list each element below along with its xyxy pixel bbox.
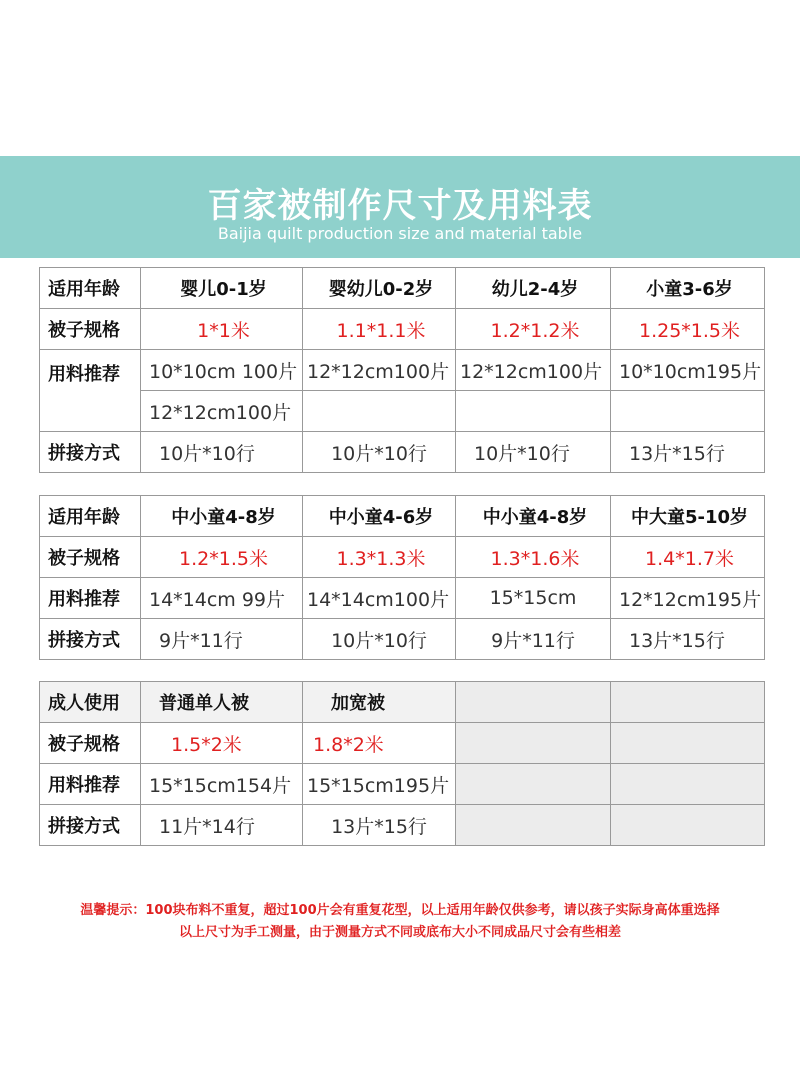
join-cell: 9片*11行 (141, 619, 303, 660)
table-row-age (40, 682, 765, 723)
material-cell: 12*12cm100片 (141, 391, 303, 432)
header-banner (0, 156, 800, 258)
table-row-join (40, 619, 765, 660)
join-cell: 13片*15行 (303, 805, 456, 846)
material-cell: 14*14cm100片 (303, 578, 456, 619)
material-cell: 15*15cm154片 (141, 764, 303, 805)
material-cell: 12*12cm100片 (456, 350, 611, 391)
join-cell: 10片*10行 (303, 432, 456, 473)
size-cell: 1.3*1.6米 (456, 537, 611, 578)
table-row-material-extra (40, 391, 765, 432)
table-row-size (40, 723, 765, 764)
table-row-join (40, 432, 765, 473)
tips-line-1: 温馨提示：100块布料不重复，超过100片会有重复花型，以上适用年龄仅供参考，请以孩子实际身高体重选择 (80, 903, 720, 918)
size-cell: 1.25*1.5米 (611, 309, 765, 350)
empty-cell (611, 723, 765, 764)
size-table-children (39, 267, 765, 473)
age-cell: 普通单人被 (141, 682, 303, 723)
material-cell: 15*15cm (456, 578, 611, 619)
join-cell: 13片*15行 (611, 619, 765, 660)
table-row-material (40, 578, 765, 619)
row-label-join: 拼接方式 (40, 432, 141, 473)
size-cell: 1.8*2米 (303, 723, 456, 764)
size-cell: 1.4*1.7米 (611, 537, 765, 578)
empty-cell (611, 805, 765, 846)
table-row-size (40, 537, 765, 578)
row-label-adult: 成人使用 (40, 682, 141, 723)
row-label-join: 拼接方式 (40, 619, 141, 660)
age-cell: 婴幼儿0-2岁 (303, 268, 456, 309)
material-cell: 15*15cm195片 (303, 764, 456, 805)
row-label-material: 用料推荐 (40, 578, 141, 619)
join-cell: 9片*11行 (456, 619, 611, 660)
age-cell: 中小童4-8岁 (141, 496, 303, 537)
age-cell: 中大童5-10岁 (611, 496, 765, 537)
size-cell: 1*1米 (141, 309, 303, 350)
row-label-age: 适用年龄 (40, 268, 141, 309)
material-cell (303, 391, 456, 432)
row-label-material: 用料推荐 (40, 350, 141, 432)
table-row-join (40, 805, 765, 846)
material-cell: 14*14cm 99片 (141, 578, 303, 619)
age-cell: 婴儿0-1岁 (141, 268, 303, 309)
age-cell: 中小童4-8岁 (456, 496, 611, 537)
page-title: 百家被制作尺寸及用料表 (207, 186, 593, 226)
empty-cell (456, 682, 611, 723)
join-cell: 10片*10行 (141, 432, 303, 473)
empty-cell (456, 723, 611, 764)
age-cell: 幼儿2-4岁 (456, 268, 611, 309)
empty-cell (456, 764, 611, 805)
table-row-age (40, 496, 765, 537)
table-row-size (40, 309, 765, 350)
size-cell: 1.3*1.3米 (303, 537, 456, 578)
material-cell: 10*10cm195片 (611, 350, 765, 391)
empty-cell (456, 805, 611, 846)
row-label-age: 适用年龄 (40, 496, 141, 537)
table-row-material (40, 350, 765, 391)
table-row-material (40, 764, 765, 805)
material-cell (611, 391, 765, 432)
size-table-older-children (39, 495, 765, 660)
age-cell: 中小童4-6岁 (303, 496, 456, 537)
tips-line-2: 以上尺寸为手工测量，由于测量方式不同或底布大小不同成品尺寸会有些相差 (178, 925, 621, 940)
join-cell: 13片*15行 (611, 432, 765, 473)
join-cell: 10片*10行 (456, 432, 611, 473)
material-cell: 10*10cm 100片 (141, 350, 303, 391)
size-cell: 1.5*2米 (141, 723, 303, 764)
join-cell: 11片*14行 (141, 805, 303, 846)
join-cell: 10片*10行 (303, 619, 456, 660)
material-cell: 12*12cm100片 (303, 350, 456, 391)
size-cell: 1.2*1.2米 (456, 309, 611, 350)
age-cell: 小童3-6岁 (611, 268, 765, 309)
material-cell (456, 391, 611, 432)
row-label-size: 被子规格 (40, 723, 141, 764)
material-cell: 12*12cm195片 (611, 578, 765, 619)
size-cell: 1.1*1.1米 (303, 309, 456, 350)
row-label-size: 被子规格 (40, 537, 141, 578)
empty-cell (611, 682, 765, 723)
size-table-adult (39, 681, 765, 846)
tips-note (0, 900, 800, 944)
row-label-size: 被子规格 (40, 309, 141, 350)
row-label-material: 用料推荐 (40, 764, 141, 805)
empty-cell (611, 764, 765, 805)
age-cell: 加宽被 (303, 682, 456, 723)
table-row-age (40, 268, 765, 309)
row-label-join: 拼接方式 (40, 805, 141, 846)
size-cell: 1.2*1.5米 (141, 537, 303, 578)
page-subtitle: Baijia quilt production size and material table (217, 224, 583, 243)
